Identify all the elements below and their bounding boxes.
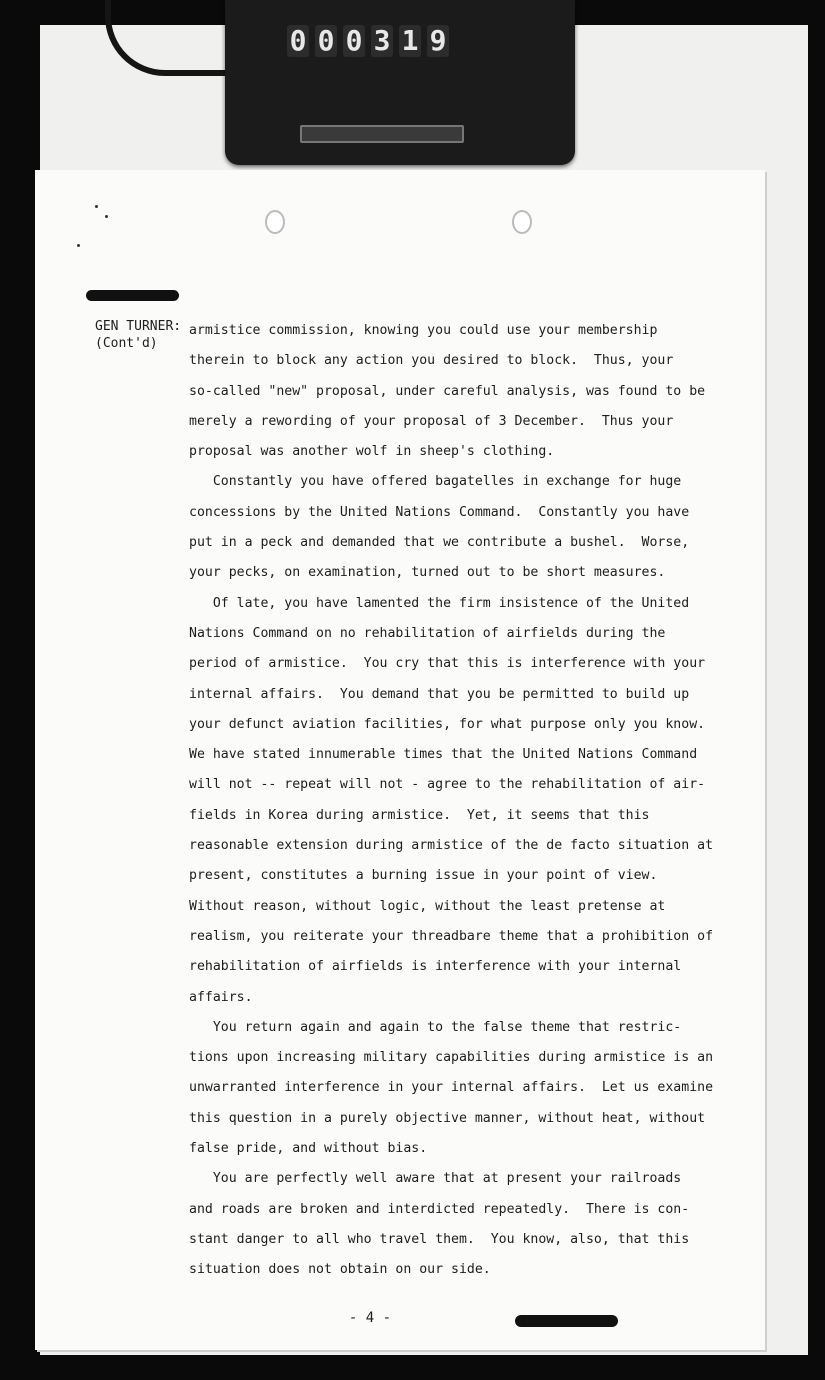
text-line: Constantly you have offered bagatelles in exchange for huge [189, 474, 682, 490]
paragraph [189, 1164, 709, 1285]
text-line: rehabilitation of airfields is interference with your internal [189, 959, 682, 975]
text-line: put in a peck and demanded that we contribute a bushel. Worse, [189, 535, 690, 551]
counter-digit: 0 [287, 25, 309, 57]
speaker-continued-note: (Cont'd) [95, 336, 158, 351]
speaker-name: GEN TURNER: [95, 319, 182, 334]
classification-redaction [86, 290, 179, 301]
scan-speck [77, 244, 80, 247]
paragraph [189, 316, 709, 467]
text-line: Nations Command on no rehabilitation of airfields during the [189, 625, 666, 641]
text-line: fields in Korea during armistice. Yet, it seems that this [189, 807, 650, 823]
text-line: You are perfectly well aware that at present your railroads [189, 1171, 682, 1187]
text-line: You return again and again to the false theme that restric- [189, 1019, 682, 1035]
punch-hole [265, 210, 285, 234]
page-number: - 4 - [348, 1310, 392, 1326]
punch-hole [512, 210, 532, 234]
text-line: Of late, you have lamented the firm insistence of the United [189, 595, 690, 611]
text-line: will not -- repeat will not - agree to the rehabilitation of air- [189, 777, 706, 793]
scan-speck [105, 215, 108, 218]
text-line: false pride, and without bias. [189, 1141, 428, 1157]
text-line: reasonable extension during armistice of the de facto situation at [189, 838, 714, 854]
text-line: therein to block any action you desired to block. Thus, your [189, 353, 674, 369]
frame-counter-device [225, 0, 575, 165]
document-body [189, 316, 714, 1286]
counter-digit: 9 [427, 25, 449, 57]
classification-redaction [515, 1315, 618, 1327]
text-line: We have stated innumerable times that the United Nations Command [189, 747, 698, 763]
text-line: Without reason, without logic, without the least pretense at [189, 898, 666, 914]
text-line: realism, you reiterate your threadbare theme that a prohibition of [189, 928, 714, 944]
text-line: your pecks, on examination, turned out to be short measures. [189, 565, 666, 581]
paragraph [189, 1013, 714, 1164]
text-line: and roads are broken and interdicted repeatedly. There is con- [189, 1201, 690, 1217]
text-line: situation does not obtain on our side. [189, 1262, 491, 1278]
text-line: so-called "new" proposal, under careful analysis, was found to be [189, 383, 706, 399]
text-line: this question in a purely objective manner, without heat, without [189, 1110, 706, 1126]
text-line: armistice commission, knowing you could use your membership [189, 323, 658, 338]
text-line: merely a rewording of your proposal of 3 December. Thus your [189, 413, 674, 429]
text-line: period of armistice. You cry that this is interference with your [189, 656, 706, 672]
counter-slot [300, 125, 464, 143]
counter-digit: 0 [315, 25, 337, 57]
text-line: internal affairs. You demand that you be permitted to build up [189, 686, 690, 702]
text-line: your defunct aviation facilities, for what purpose only you know. [189, 716, 706, 732]
text-line: stant danger to all who travel them. You know, also, that this [189, 1231, 690, 1247]
text-line: concessions by the United Nations Command. Constantly you have [189, 504, 690, 520]
text-line: proposal was another wolf in sheep's clothing. [189, 444, 555, 460]
speaker-label [95, 318, 190, 352]
paragraph [189, 467, 709, 588]
text-line: affairs. [189, 989, 253, 1005]
counter-digit: 3 [371, 25, 393, 57]
text-line: unwarranted interference in your internal affairs. Let us examine [189, 1080, 714, 1096]
counter-digit: 0 [343, 25, 365, 57]
paragraph [189, 589, 714, 1013]
scan-speck [95, 205, 98, 208]
text-line: present, constitutes a burning issue in your point of view. [189, 868, 658, 884]
text-line: tions upon increasing military capabilities during armistice is an [189, 1050, 714, 1066]
frame-counter-digits [287, 25, 449, 59]
counter-digit: 1 [399, 25, 421, 57]
